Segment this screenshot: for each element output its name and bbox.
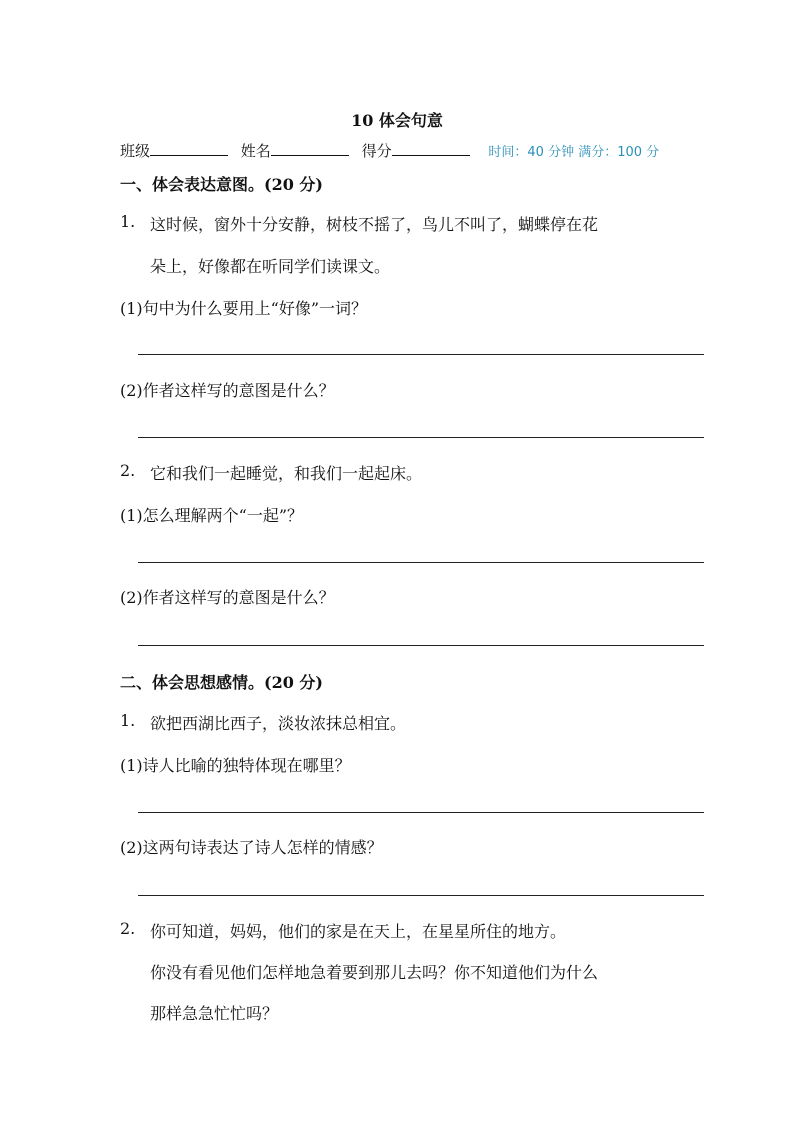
- question-number: 2.: [120, 919, 136, 938]
- question-text: 你可知道，妈妈，他们的家是在天上，在星星所住的地方。: [150, 922, 567, 941]
- answer-line[interactable]: [138, 895, 704, 896]
- section-heading: 一、体会表达意图。(20 分): [120, 175, 323, 194]
- question-text: 那样急急忙忙吗？: [150, 1004, 279, 1023]
- page-title: 10 体会句意: [351, 111, 443, 130]
- section-heading: 二、体会思想感情。(20 分): [120, 673, 323, 692]
- answer-line[interactable]: [138, 437, 704, 438]
- question-number: 1.: [120, 212, 136, 231]
- question-text: 你没有看见他们怎样地急着要到那儿去吗？你不知道他们为什么: [150, 963, 599, 982]
- name-blank[interactable]: [271, 141, 349, 156]
- question-text: 它和我们一起睡觉，和我们一起起床。: [150, 464, 423, 483]
- question-text: 这时候，窗外十分安静，树枝不摇了，鸟儿不叫了，蝴蝶停在花: [150, 215, 599, 234]
- name-label: 姓名: [240, 142, 271, 160]
- question-number: 2.: [120, 461, 136, 480]
- score-blank[interactable]: [392, 141, 470, 156]
- time-score-info: 时间：40 分钟 满分：100 分: [488, 145, 660, 160]
- sub-question: (2)作者这样写的意图是什么？: [120, 588, 335, 607]
- answer-line[interactable]: [138, 645, 704, 646]
- sub-question: (1)诗人比喻的独特体现在哪里？: [120, 756, 351, 775]
- class-blank[interactable]: [150, 141, 228, 156]
- answer-line[interactable]: [138, 562, 704, 563]
- sub-question: (1)怎么理解两个“一起”？: [120, 506, 304, 525]
- question-text: 朵上，好像都在听同学们读课文。: [150, 257, 391, 276]
- class-label: 班级: [120, 142, 151, 160]
- sub-question: (1)句中为什么要用上“好像”一词？: [120, 299, 368, 318]
- question-number: 1.: [120, 711, 136, 730]
- sub-question: (2)作者这样写的意图是什么？: [120, 381, 335, 400]
- question-text: 欲把西湖比西子，淡妆浓抹总相宜。: [150, 714, 407, 733]
- student-info-row: [120, 140, 659, 161]
- sub-question: (2)这两句诗表达了诗人怎样的情感？: [120, 838, 383, 857]
- answer-line[interactable]: [138, 812, 704, 813]
- answer-line[interactable]: [138, 354, 704, 355]
- score-label: 得分: [361, 142, 392, 160]
